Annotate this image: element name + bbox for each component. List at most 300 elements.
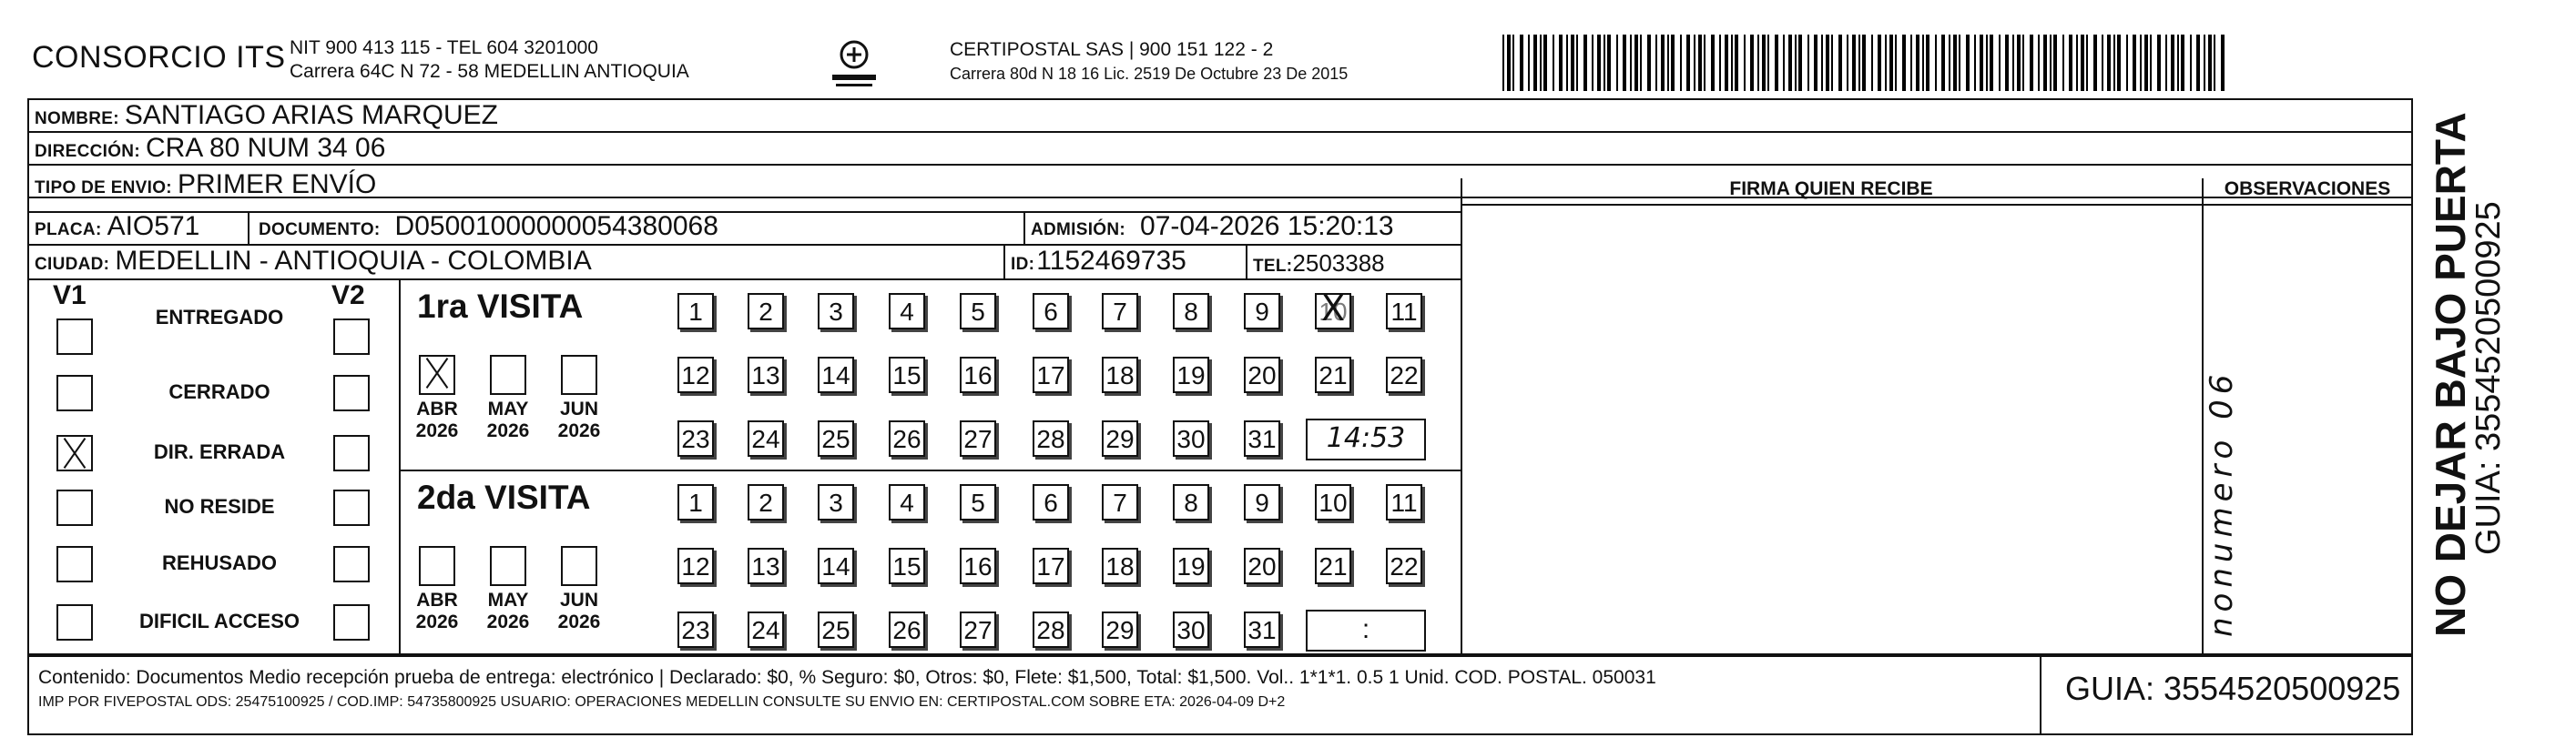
barcode-bar — [1704, 35, 1705, 91]
day-number: 16 — [963, 552, 993, 581]
direccion-row — [35, 133, 385, 164]
visit-title: 1ra VISITA — [417, 288, 584, 325]
day-box[interactable] — [818, 548, 854, 584]
day-box[interactable] — [1386, 293, 1422, 329]
month-label — [481, 399, 535, 442]
day-number: 20 — [1247, 552, 1277, 581]
id-row — [1011, 246, 1186, 277]
day-number: 9 — [1255, 489, 1269, 517]
direccion-label: DIRECCIÓN: — [35, 142, 140, 161]
day-box[interactable] — [1386, 357, 1422, 393]
barcode-bar — [1922, 35, 1924, 91]
observacion-manuscrita: nonumero 06 — [2204, 369, 2240, 637]
day-number: 3 — [829, 489, 843, 517]
barcode-bar — [1559, 35, 1563, 91]
barcode-bar — [1885, 35, 1887, 91]
barcode-bar — [2081, 35, 2084, 91]
day-box[interactable] — [1315, 293, 1351, 329]
day-box[interactable] — [677, 420, 714, 457]
day-number: 20 — [1247, 361, 1277, 389]
barcode-bar — [1910, 35, 1912, 91]
visit-title: 2da VISITA — [417, 479, 591, 516]
day-box[interactable] — [818, 484, 854, 521]
barcode-bar — [1826, 35, 1829, 91]
day-box[interactable] — [677, 548, 714, 584]
barcode-bar — [2012, 35, 2014, 91]
month-label — [410, 590, 464, 633]
barcode-bar — [2190, 35, 2192, 91]
v2-checkbox[interactable] — [333, 375, 370, 411]
barcode-bar — [1543, 35, 1547, 91]
side-guia: GUIA: 3554520500925 — [2469, 201, 2508, 555]
barcode-bar — [1757, 35, 1759, 91]
day-number: 19 — [1176, 361, 1206, 389]
barcode-bar — [2022, 35, 2024, 91]
barcode-bar — [1889, 35, 1893, 91]
day-number: 6 — [1044, 298, 1058, 326]
day-box[interactable] — [1102, 612, 1138, 648]
barcode-bar — [1807, 35, 1809, 91]
barcode-bar — [2017, 35, 2021, 91]
id-label: ID: — [1011, 255, 1035, 274]
barcode-bar — [2214, 35, 2215, 91]
day-number: 2 — [759, 489, 773, 517]
day-box[interactable] — [748, 548, 784, 584]
barcode-bar — [1731, 35, 1733, 91]
barcode-bar — [1744, 35, 1746, 91]
barcode-bar — [2144, 35, 2148, 91]
day-box[interactable] — [1244, 420, 1280, 457]
barcode-bar — [1553, 35, 1554, 91]
day-box[interactable] — [1033, 484, 1069, 521]
barcode-bar — [2133, 35, 2136, 91]
v2-checkbox[interactable] — [333, 318, 370, 355]
day-box[interactable] — [960, 548, 996, 584]
day-number: 27 — [963, 616, 993, 644]
day-box[interactable] — [1315, 484, 1351, 521]
day-number: 21 — [1319, 552, 1348, 581]
barcode-bar — [2107, 35, 2111, 91]
day-box[interactable] — [1315, 548, 1351, 584]
status-option-label: DIFICIL ACCESO — [138, 610, 300, 632]
day-number: 12 — [681, 361, 710, 389]
day-box[interactable] — [1244, 548, 1280, 584]
day-box[interactable] — [960, 357, 996, 393]
admision-value: 07-04-2026 15:20:13 — [1140, 211, 1394, 241]
month-label — [481, 590, 535, 633]
day-box[interactable] — [1173, 293, 1209, 329]
day-number: 10 — [1319, 489, 1348, 517]
barcode-bar — [1862, 35, 1866, 91]
barcode-bar — [1858, 35, 1860, 91]
barcode-bar — [2113, 35, 2115, 91]
day-box[interactable] — [1244, 484, 1280, 521]
ciudad-value: MEDELLIN - ANTIOQUIA - COLOMBIA — [115, 246, 592, 276]
day-box[interactable] — [889, 357, 925, 393]
barcode-bar — [1798, 35, 1802, 91]
day-number: 23 — [681, 616, 710, 644]
barcode-bar — [1540, 35, 1542, 91]
day-number: 10 — [1319, 298, 1348, 326]
day-box[interactable] — [1033, 612, 1069, 648]
company-nit: NIT 900 413 115 - TEL 604 3201000 — [290, 37, 598, 58]
month-checkbox[interactable] — [561, 355, 597, 395]
visit-time[interactable]: : — [1306, 610, 1426, 652]
day-number: 19 — [1176, 552, 1206, 581]
day-number: 2 — [759, 298, 773, 326]
barcode-bar — [1935, 35, 1937, 91]
day-box[interactable] — [748, 293, 784, 329]
tipo-envio-label: TIPO DE ENVIO: — [35, 178, 172, 197]
documento-value: D05001000000054380068 — [394, 211, 718, 241]
day-box[interactable] — [1386, 484, 1422, 521]
documento-label: DOCUMENTO: — [259, 220, 381, 239]
barcode-bar — [1647, 35, 1651, 91]
barcode-bar — [2196, 35, 2200, 91]
barcode-bar — [1941, 35, 1945, 91]
barcode-bar — [1566, 35, 1568, 91]
day-box[interactable] — [818, 420, 854, 457]
status-option-label: DIR. ERRADA — [153, 440, 286, 463]
barcode-bar — [1788, 35, 1792, 91]
month-name: MAY — [487, 590, 529, 611]
barcode-bar — [2157, 35, 2161, 91]
day-box[interactable] — [677, 293, 714, 329]
barcode-bar — [1959, 35, 1960, 91]
barcode-bar — [1630, 35, 1632, 91]
barcode-bar — [2038, 35, 2040, 91]
barcode-bar — [1680, 35, 1682, 91]
barcode-bar — [1999, 35, 2001, 91]
barcode-bar — [2117, 35, 2121, 91]
day-number: 17 — [1036, 361, 1065, 389]
barcode-bar — [1671, 35, 1675, 91]
day-box[interactable] — [818, 612, 854, 648]
barcode-bar — [1502, 35, 1504, 91]
day-number: 12 — [681, 552, 710, 581]
admision-row — [1031, 211, 1394, 242]
barcode-bar — [1838, 35, 1842, 91]
barcode-bar — [1762, 35, 1766, 91]
month-label — [410, 399, 464, 442]
barcode-bar — [1528, 35, 1530, 91]
day-number: 4 — [900, 298, 914, 326]
v2-checkbox[interactable] — [333, 490, 370, 526]
barcode-bar — [1571, 35, 1574, 91]
barcode-bar — [1583, 35, 1587, 91]
day-box[interactable] — [1173, 357, 1209, 393]
v1-checkbox[interactable] — [56, 375, 93, 411]
barcode-bar — [2165, 35, 2167, 91]
courier-address: Carrera 80d N 18 16 Lic. 2519 De Octubre 23 De 2015 — [950, 65, 1349, 83]
day-box[interactable] — [960, 293, 996, 329]
nombre-label: NOMBRE: — [35, 109, 119, 128]
day-box[interactable] — [1173, 612, 1209, 648]
day-box[interactable] — [677, 612, 714, 648]
barcode-bar — [2150, 35, 2152, 91]
day-box[interactable] — [1244, 357, 1280, 393]
barcode-bar — [1507, 35, 1511, 91]
barcode-bar — [1895, 35, 1897, 91]
day-number: 28 — [1036, 425, 1065, 453]
v1-checkbox[interactable] — [56, 490, 93, 526]
month-year: 2026 — [415, 612, 459, 632]
month-checkbox[interactable] — [490, 355, 526, 395]
month-year: 2026 — [486, 612, 530, 632]
month-checkbox[interactable] — [419, 546, 455, 586]
day-number: 26 — [892, 616, 921, 644]
ciudad-row — [35, 246, 592, 277]
barcode-bar — [1814, 35, 1817, 91]
month-year: 2026 — [557, 612, 601, 632]
admision-label: ADMISIÓN: — [1031, 220, 1126, 239]
barcode-bar — [2086, 35, 2088, 91]
barcode-bar — [1607, 35, 1611, 91]
tel-row — [1253, 249, 1385, 278]
barcode-bar — [1694, 35, 1695, 91]
v2-checkbox[interactable] — [333, 604, 370, 641]
barcode-bar — [1616, 35, 1618, 91]
barcode-bar — [2177, 35, 2179, 91]
day-box[interactable] — [889, 420, 925, 457]
barcode-bar — [1878, 35, 1881, 91]
month-year: 2026 — [415, 420, 459, 441]
status-option-label: ENTREGADO — [155, 306, 284, 329]
barcode-bar — [1767, 35, 1769, 91]
ciudad-label: CIUDAD: — [35, 255, 110, 274]
day-box[interactable] — [1102, 357, 1138, 393]
day-number: 7 — [1113, 298, 1127, 326]
observaciones-header: OBSERVACIONES — [2224, 178, 2391, 199]
barcode-bar — [1634, 35, 1638, 91]
certipostal-logo-icon — [827, 35, 881, 98]
day-number: 28 — [1036, 616, 1065, 644]
day-box[interactable] — [1102, 293, 1138, 329]
v2-checkbox[interactable] — [333, 435, 370, 471]
day-number: 24 — [751, 616, 780, 644]
day-number: 26 — [892, 425, 921, 453]
month-name: ABR — [416, 399, 458, 419]
barcode-bar — [1533, 35, 1537, 91]
day-box[interactable] — [748, 484, 784, 521]
month-checkbox[interactable] — [490, 546, 526, 586]
barcode-bar — [1821, 35, 1823, 91]
barcode-bar — [2043, 35, 2047, 91]
barcode-bar — [2062, 35, 2064, 91]
day-number: 14 — [821, 552, 850, 581]
certipostal-logo — [827, 35, 881, 98]
month-name: JUN — [559, 590, 598, 611]
footer-imp: IMP POR FIVEPOSTAL ODS: 25475100925 / COD.IMP: 54735800925 USUARIO: OPERACIONES MEDELLIN CONSULTE SU ENVIO EN: CERTIPOSTAL.COM SOBRE ETA: 2026-04-09 D+2 — [38, 694, 1286, 710]
side-warning: NO DEJAR BAJO PUERTA — [2427, 112, 2474, 637]
month-checkbox[interactable] — [561, 546, 597, 586]
day-box[interactable] — [1033, 357, 1069, 393]
barcode-bar — [2140, 35, 2142, 91]
day-number: 30 — [1176, 425, 1206, 453]
barcode-bar — [1871, 35, 1873, 91]
status-option-label: CERRADO — [168, 380, 270, 403]
day-number: 6 — [1044, 489, 1058, 517]
barcode-bar — [1775, 35, 1778, 91]
day-number: 30 — [1176, 616, 1206, 644]
day-number: 29 — [1105, 616, 1135, 644]
documento-row — [259, 211, 718, 242]
barcode-bar — [1847, 35, 1848, 91]
day-number: 17 — [1036, 552, 1065, 581]
day-box[interactable] — [889, 293, 925, 329]
day-number: 4 — [900, 489, 914, 517]
day-box[interactable] — [1102, 420, 1138, 457]
day-box[interactable] — [1315, 357, 1351, 393]
day-number: 15 — [892, 361, 921, 389]
day-box[interactable] — [1173, 484, 1209, 521]
day-box[interactable] — [818, 357, 854, 393]
barcode-bar — [1623, 35, 1626, 91]
day-number: 22 — [1390, 552, 1419, 581]
day-box[interactable] — [960, 420, 996, 457]
nombre-row — [35, 100, 498, 131]
barcode-bar — [2208, 35, 2212, 91]
placa-row — [35, 211, 199, 242]
day-box[interactable] — [1102, 484, 1138, 521]
footer-guia: GUIA: 3554520500925 — [2065, 670, 2401, 707]
day-number: 25 — [821, 425, 850, 453]
nombre-value: SANTIAGO ARIAS MARQUEZ — [124, 100, 498, 130]
v2-checkbox[interactable] — [333, 546, 370, 582]
barcode-bar — [1597, 35, 1601, 91]
firma-area[interactable] — [1462, 207, 2200, 653]
barcode-bar — [1852, 35, 1856, 91]
barcode-bar — [1698, 35, 1702, 91]
day-number: 23 — [681, 425, 710, 453]
day-box[interactable] — [889, 612, 925, 648]
day-number: 15 — [892, 552, 921, 581]
barcode-bar — [2005, 35, 2009, 91]
day-box[interactable] — [1173, 548, 1209, 584]
day-number: 5 — [971, 298, 985, 326]
month-year: 2026 — [486, 420, 530, 441]
day-number: 13 — [751, 552, 780, 581]
barcode-bar — [2181, 35, 2184, 91]
day-number: 1 — [688, 298, 703, 326]
id-value: 1152469735 — [1036, 246, 1186, 276]
barcode-bar — [2126, 35, 2128, 91]
barcode-bar — [2050, 35, 2052, 91]
day-number: 29 — [1105, 425, 1135, 453]
month-label — [552, 590, 606, 633]
barcode — [1502, 35, 2226, 91]
v1-header: V1 — [53, 280, 87, 310]
barcode-bar — [1686, 35, 1690, 91]
footer-contenido: Contenido: Documentos Medio recepción prueba de entrega: electrónico | Declarado: $0, % Seguro: $0, Otros: $0, Flete: $1,500, Total: $1,500. Vol.. 1*1*1. 0.5 1 Unid. COD. POSTAL. 050031 — [38, 667, 1656, 688]
barcode-bar — [1916, 35, 1919, 91]
tipo-envio-value: PRIMER ENVÍO — [177, 169, 377, 199]
day-box[interactable] — [889, 484, 925, 521]
day-box[interactable] — [1033, 293, 1069, 329]
barcode-bar — [1725, 35, 1728, 91]
courier-name: CERTIPOSTAL SAS | 900 151 122 - 2 — [950, 39, 1274, 60]
v1-checkbox[interactable] — [56, 604, 93, 641]
day-number: 27 — [963, 425, 993, 453]
day-number: 14 — [821, 361, 850, 389]
day-box[interactable] — [748, 357, 784, 393]
day-box[interactable] — [889, 548, 925, 584]
day-number: 16 — [963, 361, 993, 389]
day-number: 25 — [821, 616, 850, 644]
day-box[interactable] — [1244, 293, 1280, 329]
barcode-bar — [1795, 35, 1797, 91]
v1-checkbox[interactable] — [56, 318, 93, 355]
tipo-envio-row — [35, 169, 376, 200]
day-box[interactable] — [1033, 548, 1069, 584]
day-number: 18 — [1105, 552, 1135, 581]
barcode-bar — [2053, 35, 2057, 91]
company-name: CONSORCIO ITS — [32, 40, 286, 75]
barcode-bar — [1783, 35, 1785, 91]
placa-label: PLACA: — [35, 220, 102, 239]
barcode-bar — [2221, 35, 2225, 91]
direccion-value: CRA 80 NUM 34 06 — [145, 133, 386, 163]
barcode-bar — [1966, 35, 1970, 91]
barcode-bar — [1576, 35, 1578, 91]
barcode-bar — [2171, 35, 2174, 91]
barcode-bar — [2093, 35, 2097, 91]
status-option-label: NO RESIDE — [164, 495, 275, 518]
barcode-bar — [1902, 35, 1906, 91]
day-box[interactable] — [748, 612, 784, 648]
day-box[interactable] — [1033, 420, 1069, 457]
day-number: 8 — [1184, 298, 1198, 326]
day-number: 8 — [1184, 489, 1198, 517]
visit-time[interactable]: 14:53 — [1306, 419, 1426, 460]
day-number: 11 — [1390, 489, 1418, 517]
barcode-bar — [1711, 35, 1715, 91]
barcode-bar — [2076, 35, 2078, 91]
day-box[interactable] — [677, 484, 714, 521]
day-box[interactable] — [677, 357, 714, 393]
day-box[interactable] — [818, 293, 854, 329]
day-box[interactable] — [1386, 548, 1422, 584]
barcode-bar — [1986, 35, 1988, 91]
v1-checkbox[interactable] — [56, 546, 93, 582]
month-name: JUN — [559, 399, 598, 419]
day-box[interactable] — [1102, 548, 1138, 584]
month-checkbox[interactable] — [419, 355, 455, 395]
barcode-bar — [1640, 35, 1642, 91]
barcode-bar — [1949, 35, 1950, 91]
day-box[interactable] — [960, 612, 996, 648]
v1-checkbox[interactable] — [56, 435, 93, 471]
day-number: 9 — [1255, 298, 1269, 326]
barcode-bar — [2069, 35, 2072, 91]
barcode-bar — [1719, 35, 1721, 91]
barcode-bar — [2030, 35, 2033, 91]
day-number: 3 — [829, 298, 843, 326]
month-name: MAY — [487, 399, 529, 419]
day-box[interactable] — [748, 420, 784, 457]
day-box[interactable] — [1244, 612, 1280, 648]
day-box[interactable] — [960, 484, 996, 521]
status-option-label: REHUSADO — [162, 551, 277, 574]
day-number: 5 — [971, 489, 985, 517]
day-number: 7 — [1113, 489, 1127, 517]
month-name: ABR — [416, 590, 458, 611]
day-box[interactable] — [1173, 420, 1209, 457]
barcode-bar — [1953, 35, 1957, 91]
tel-value: 2503388 — [1292, 249, 1385, 277]
barcode-bar — [1974, 35, 1976, 91]
month-label — [552, 399, 606, 442]
